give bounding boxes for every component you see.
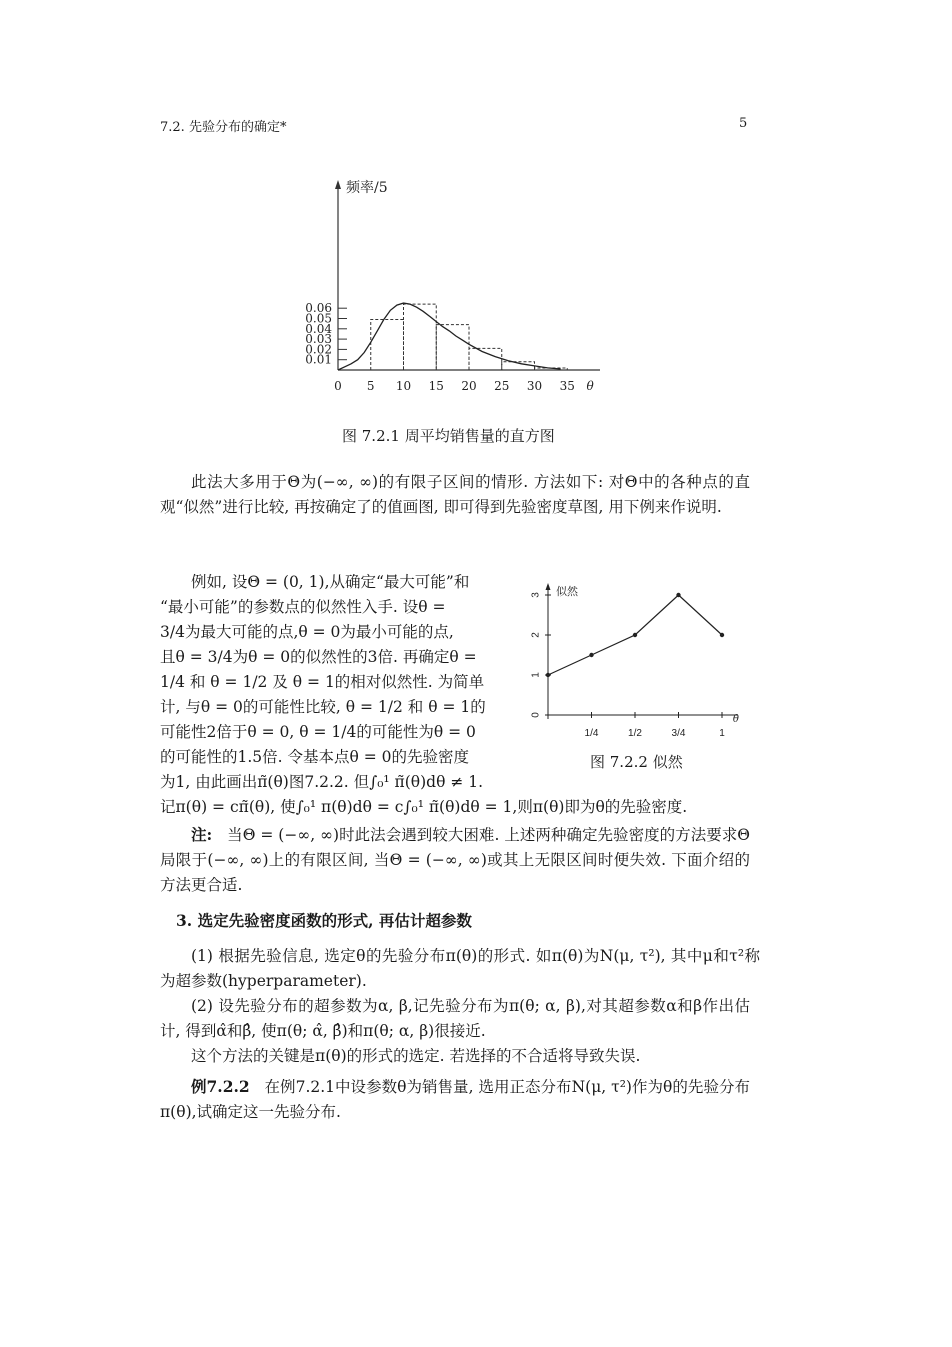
running-header: 7.2. 先验分布的确定*	[160, 120, 287, 135]
page-number: 5	[739, 116, 748, 131]
x-tick-label: 20	[461, 379, 477, 393]
density-curve	[338, 303, 561, 370]
x-tick-label: 10	[395, 379, 412, 393]
item-1-paragraph: (1) 根据先验信息, 选定θ的先验分布π(θ)的形式. 如π(θ)为N(μ, τ²), 其中μ和τ²称为超参数(hyperparameter).	[160, 947, 760, 990]
example-7-2-2-paragraph	[160, 1074, 750, 1125]
figure-7-2-2-caption: 图 7.2.2 似然	[590, 753, 683, 771]
x-tick-label: 0	[334, 379, 342, 393]
x-tick-label: 25	[494, 379, 510, 393]
example-line: “最小可能”的参数点的似然性入手. 设θ =	[160, 598, 446, 616]
y-tick-label: 2	[530, 632, 542, 638]
x-tick-label: 1	[719, 728, 725, 738]
y-tick-label: 0.04	[305, 321, 332, 336]
histogram-chart	[290, 165, 630, 395]
x-tick-label: 15	[428, 379, 444, 393]
likelihood-chart	[522, 578, 752, 738]
likelihood-point	[546, 673, 550, 677]
likelihood-point	[720, 633, 724, 637]
histogram-bar	[371, 320, 404, 370]
example2-label: 例7.2.2	[191, 1077, 250, 1096]
x-axis-label: θ	[732, 714, 739, 725]
section-heading: 3. 选定先验密度函数的形式, 再估计超参数	[176, 911, 472, 930]
x-tick-label: 30	[526, 379, 543, 393]
y-tick-label: 0	[530, 712, 542, 718]
likelihood-point	[676, 593, 680, 597]
item-3-paragraph: 这个方法的关键是π(θ)的形式的选定. 若选择的不合适将导致失误.	[191, 1047, 641, 1065]
example-line: 且θ = 3/4为θ = 0的似然性的3倍. 再确定θ =	[160, 648, 477, 666]
likelihood-point	[589, 653, 593, 657]
example-line: 3/4为最大可能的点,θ = 0为最小可能的点,	[160, 623, 454, 641]
x-tick-label: 5	[366, 379, 375, 393]
y-axis-label: 似然	[556, 586, 578, 598]
y-tick-label: 0.03	[305, 332, 332, 347]
example-line: 1/4 和 θ = 1/2 及 θ = 1的相对似然性. 为简单	[160, 673, 485, 691]
figure-7-2-1-caption: 图 7.2.1 周平均销售量的直方图	[342, 427, 555, 445]
x-tick-label: 1/2	[628, 728, 642, 738]
likelihood-point	[633, 633, 637, 637]
example-line: 计, 与θ = 0的可能性比较, θ = 1/2 和 θ = 1的	[160, 698, 486, 716]
histogram-bar	[436, 325, 469, 370]
example-line: 的可能性的1.5倍. 令基本点θ = 0的先验密度	[160, 748, 470, 766]
histogram-bar	[404, 304, 437, 370]
item-2-paragraph: (2) 设先验分布的超参数为α, β,记先验分布为π(θ; α, β),对其超参数α和β作出估计, 得到α̂和β̂, 使π(θ; α̂, β̂)和π(θ; α, β)很接近.	[160, 997, 750, 1040]
x-tick-label: 1/4	[584, 728, 599, 738]
example-line: 例如, 设Θ = (0, 1),从确定“最大可能”和	[191, 573, 470, 591]
histogram-bar	[469, 348, 502, 370]
example-line: 为1, 由此画出π̃(θ)图7.2.2. 但∫₀¹ π̃(θ)dθ ≠ 1.	[160, 773, 484, 791]
example-last-line: 记π(θ) = cπ̃(θ), 使∫₀¹ π(θ)dθ = c∫₀¹ π̃(θ)dθ = 1,则π(θ)即为θ的先验密度.	[160, 798, 688, 816]
y-tick-label: 0.06	[305, 301, 332, 316]
y-tick-label: 0.01	[305, 352, 332, 367]
example-line: 可能性2倍于θ = 0, θ = 1/4的可能性为θ = 0	[160, 723, 476, 741]
y-tick-label: 3	[530, 592, 542, 598]
example-text-block	[160, 570, 505, 795]
x-tick-label: 3/4	[671, 728, 686, 738]
example2-text: 在例7.2.1中设参数θ为销售量, 选用正态分布N(μ, τ²)作为θ的先验分布π(θ),试确定这一先验分布.	[160, 1078, 750, 1121]
y-axis-arrow	[335, 180, 341, 189]
note-label: 注:	[191, 825, 213, 844]
y-tick-label: 1	[530, 672, 542, 678]
y-tick-label: 0.05	[305, 311, 332, 326]
x-tick-label: 35	[559, 379, 575, 393]
y-axis-label: 频率/5	[346, 180, 388, 196]
note-text: 当Θ = (−∞, ∞)时此法会遇到较大困难. 上述两种确定先验密度的方法要求Θ局限于(−∞, ∞)上的有限区间, 当Θ = (−∞, ∞)或其上无限区间时便失效. 下面介绍的方法更合适.	[160, 826, 751, 894]
histogram-figure	[290, 165, 630, 399]
likelihood-figure	[522, 578, 752, 742]
y-axis-arrow	[546, 583, 551, 590]
x-axis-label: θ	[586, 379, 594, 393]
note-paragraph	[160, 822, 750, 898]
y-tick-label: 0.02	[305, 342, 332, 357]
intro-paragraph: 此法大多用于Θ为(−∞, ∞)的有限子区间的情形. 方法如下: 对Θ中的各种点的直观“似然”进行比较, 再按确定了的值画图, 即可得到先验密度草图, 用下例来作说明.	[160, 473, 750, 516]
